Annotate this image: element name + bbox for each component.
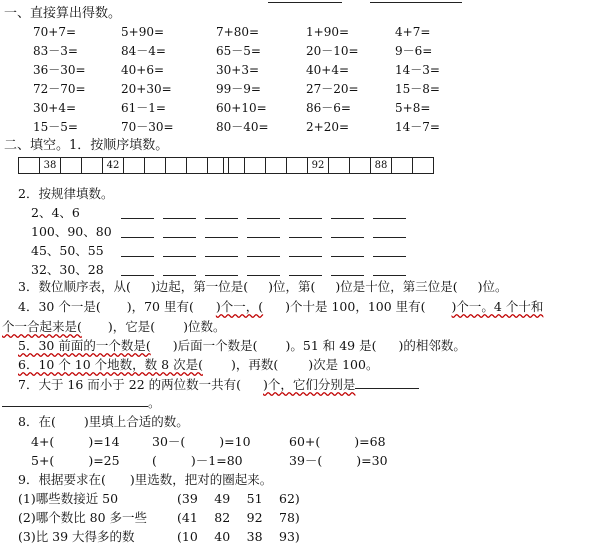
sequence-box[interactable] [349, 157, 371, 174]
q7-line2 [2, 394, 161, 411]
calc-item: 4+7= [395, 25, 431, 39]
pattern-answer-line[interactable] [373, 237, 406, 238]
calc-item: 40+4= [306, 63, 350, 77]
q6-part-a: 6．10 个 10 个地数，数 8 次是( [18, 357, 203, 372]
calc-item: 83－3= [33, 44, 78, 58]
calc-item: 99－9= [216, 82, 261, 96]
q8-item [289, 453, 388, 469]
q8-item [31, 434, 120, 450]
q9-item-label: (2)哪个数比 80 多一些 [18, 510, 148, 525]
q7-part-b: )个，它们分别是 [263, 377, 356, 392]
q5-part-d: )的相邻数。 [398, 338, 466, 353]
top-answer-line-2 [370, 2, 462, 3]
pattern-start: 2、4、6 [31, 205, 80, 220]
calc-item: 27－20= [306, 82, 359, 96]
q3-text [18, 279, 508, 295]
pattern-answer-line[interactable] [247, 256, 280, 257]
q3-part-a: 3．数位顺序表，从( [18, 279, 131, 294]
q5-part-a: 5．30 前面的一个数是( [18, 338, 151, 353]
pattern-answer-line[interactable] [205, 218, 238, 219]
pattern-answer-line[interactable] [331, 275, 364, 276]
pattern-answer-line[interactable] [121, 256, 154, 257]
pattern-answer-line[interactable] [289, 275, 322, 276]
pattern-answer-line[interactable] [289, 256, 322, 257]
q8-title [18, 414, 189, 430]
calc-item: 70－30= [121, 120, 174, 134]
q8-item [31, 453, 120, 469]
q7-text [18, 376, 419, 393]
q4-part-h: )位数。 [183, 319, 226, 334]
q9-title [18, 472, 272, 488]
q9-item-label: (1)哪些数接近 50 [18, 491, 119, 506]
q4-line2 [2, 319, 226, 335]
q3-part-d: )位是十位，第三位是( [335, 279, 458, 294]
calc-item: 40+6= [121, 63, 165, 77]
q8-item-right: )=68 [354, 434, 386, 449]
calc-item: 1+90= [306, 25, 350, 39]
pattern-start: 45、50、55 [31, 243, 104, 258]
sequence-box[interactable] [123, 157, 145, 174]
q8-item-left: 5+( [31, 453, 55, 468]
pattern-answer-line[interactable] [289, 237, 322, 238]
calc-item: 20+30= [121, 82, 172, 96]
q7-part-c: 。 [148, 395, 161, 410]
sequence-box[interactable] [186, 157, 208, 174]
calc-item: 14－3= [395, 63, 440, 77]
calc-item: 36－30= [33, 63, 86, 77]
pattern-answer-line[interactable] [373, 275, 406, 276]
q6-text [18, 357, 378, 373]
sequence-box[interactable]: 42 [102, 157, 124, 174]
calc-item: 60+10= [216, 101, 267, 115]
pattern-answer-line[interactable] [121, 275, 154, 276]
sequence-box[interactable] [412, 157, 434, 174]
q4-line1 [18, 299, 543, 315]
pattern-start: 32、30、28 [31, 262, 104, 277]
q8-item-right: )－1=80 [190, 453, 243, 468]
q3-part-b: )边起，第一位是( [150, 279, 249, 294]
q9-item-options[interactable]: (39 49 51 62) [177, 491, 300, 506]
q8-item [152, 434, 251, 450]
pattern-answer-line[interactable] [289, 218, 322, 219]
q8-title-b: )里填上合适的数。 [83, 414, 189, 429]
q3-part-c: )位，第( [268, 279, 316, 294]
pattern-answer-line[interactable] [247, 218, 280, 219]
q6-part-c: )次是 100。 [308, 357, 379, 372]
q4-part-e: )个一。4 个十和 [451, 299, 544, 314]
calc-item: 15－8= [395, 82, 440, 96]
pattern-answer-line[interactable] [163, 237, 196, 238]
q4-part-c: )个一，( [215, 299, 264, 314]
q9-title-b: )里选数，把对的圈起来。 [129, 472, 273, 487]
sequence-box[interactable] [144, 157, 166, 174]
pattern-answer-line[interactable] [163, 256, 196, 257]
q4-part-g: )，它是( [107, 319, 156, 334]
calc-item: 14－7= [395, 120, 440, 134]
sequence-boxes-2 [224, 157, 434, 174]
pattern-answer-line[interactable] [205, 237, 238, 238]
q8-item-right: )=14 [88, 434, 120, 449]
q4-part-f: 个一合起来是( [2, 319, 82, 334]
q9-item-options[interactable]: (41 82 92 78) [177, 510, 300, 525]
pattern-answer-line[interactable] [205, 256, 238, 257]
sequence-box[interactable] [223, 157, 245, 174]
sequence-box[interactable] [244, 157, 266, 174]
q7-part-a: 7．大于 16 而小于 22 的两位数一共有( [18, 377, 242, 392]
q8-item-right: )=30 [356, 453, 388, 468]
sequence-box[interactable] [286, 157, 308, 174]
calc-item: 80－40= [216, 120, 269, 134]
q8-item-left: 39－( [289, 453, 323, 468]
calc-item: 30+4= [33, 101, 77, 115]
pattern-answer-line[interactable] [205, 275, 238, 276]
sequence-box[interactable]: 38 [39, 157, 61, 174]
pattern-answer-line[interactable] [247, 237, 280, 238]
q8-item [289, 434, 386, 450]
q4-part-d: )个十是 100，100 里有( [285, 299, 426, 314]
sequence-box[interactable] [328, 157, 350, 174]
q5-part-c: )。51 和 49 是( [285, 338, 377, 353]
q7-answer-blank-2 [2, 394, 148, 407]
q4-part-b: )，70 里有( [126, 299, 194, 314]
q7-answer-blank [355, 376, 419, 389]
sequence-box[interactable]: 92 [307, 157, 329, 174]
sequence-box[interactable] [165, 157, 187, 174]
calc-item: 20－10= [306, 44, 359, 58]
pattern-answer-line[interactable] [331, 256, 364, 257]
q9-item-options[interactable]: (10 40 38 93) [177, 529, 300, 544]
pattern-answer-line[interactable] [121, 237, 154, 238]
calc-item: 30+3= [216, 63, 260, 77]
pattern-answer-line[interactable] [247, 275, 280, 276]
q6-part-b: )，再数( [230, 357, 279, 372]
calc-item: 61－1= [121, 101, 166, 115]
q8-item-left: ( [152, 453, 157, 468]
pattern-answer-line[interactable] [331, 218, 364, 219]
sequence-box[interactable]: 88 [370, 157, 392, 174]
q5-text [18, 338, 466, 354]
top-answer-line-1 [268, 2, 342, 3]
q9-title-a: 9．根据要求在( [18, 472, 106, 487]
q8-item-left: 30－( [152, 434, 186, 449]
calc-item: 70+7= [33, 25, 77, 39]
calc-item: 7+80= [216, 25, 260, 39]
q8-item-right: )=10 [219, 434, 251, 449]
q8-title-a: 8．在( [18, 414, 56, 429]
q4-part-a: 4．30 个一是( [18, 299, 101, 314]
pattern-answer-line[interactable] [331, 237, 364, 238]
q2-title: 2．按规律填数。 [18, 186, 114, 201]
q8-item-left: 60+( [289, 434, 321, 449]
calc-item: 15－5= [33, 120, 78, 134]
q8-item [152, 453, 243, 469]
pattern-answer-line[interactable] [163, 275, 196, 276]
q5-part-b: )后面一个数是( [172, 338, 258, 353]
q8-item-right: )=25 [88, 453, 120, 468]
calc-item: 65－5= [216, 44, 261, 58]
sequence-box[interactable] [391, 157, 413, 174]
q8-item-left: 4+( [31, 434, 55, 449]
calc-item: 9－6= [395, 44, 433, 58]
pattern-answer-line[interactable] [163, 218, 196, 219]
pattern-answer-line[interactable] [121, 218, 154, 219]
sequence-box[interactable] [60, 157, 82, 174]
sequence-box[interactable] [81, 157, 103, 174]
calc-item: 5+8= [395, 101, 431, 115]
section1-title: 一、直接算出得数。 [4, 6, 122, 21]
section2-title: 二、填空。1．按顺序填数。 [4, 138, 169, 153]
pattern-answer-line[interactable] [373, 218, 406, 219]
sequence-box[interactable] [18, 157, 40, 174]
q9-item-label: (3)比 39 大得多的数 [18, 529, 135, 544]
calc-item: 86－6= [306, 101, 351, 115]
calc-item: 5+90= [121, 25, 165, 39]
calc-item: 2+20= [306, 120, 350, 134]
q3-part-e: )位。 [477, 279, 508, 294]
calc-item: 84－4= [121, 44, 166, 58]
sequence-boxes-1 [19, 157, 229, 174]
pattern-start: 100、90、80 [31, 224, 112, 239]
sequence-box[interactable] [265, 157, 287, 174]
pattern-answer-line[interactable] [373, 256, 406, 257]
calc-item: 72－70= [33, 82, 86, 96]
